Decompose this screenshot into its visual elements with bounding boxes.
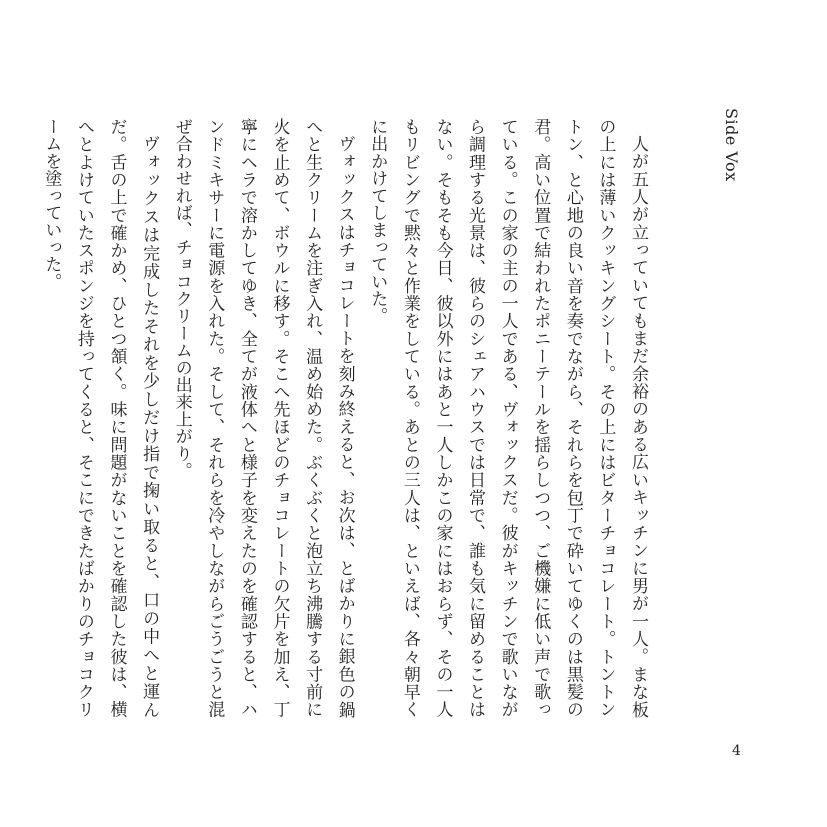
page-header-title: Side Vox [722,108,741,182]
page-number: 4 [732,743,741,759]
body-text [35,118,654,718]
paragraph: ヴォックスは完成したそれを少しだけ指で掬い取ると、口の中へと運んだ。舌の上で確かめ、ひとつ頷く。味に問題がないことを確認した彼は、横へとよけていたスポンジを持ってくると、そこにできたばかりのチョコクリームを塗っていった。 [41,118,160,718]
paragraph: 人が五人が立っていてもまだ余裕のある広いキッチンに男が一人。まな板の上には薄いクッキングシート。その上にはビターチョコレート。トントントン、と心地の良い音を奏でながら、それらを包丁で砕いてゆくのは黒髪の君。高い位置で結われたポニーテールを揺らしつつ、ご機嫌に低い声で歌っている。この家の主の一人である、ヴォックスだ。彼がキッチンで歌いながら調理する光景は、彼らのシェアハウスでは日常で、誰も気に留めることはない。そもそも今日、彼以外にはあと一人しかこの家にはおらず、その一人もリビングで黙々と作業をしている。あとの三人は、といえば、各々朝早くに出かけてしまっていた。 [367,118,648,718]
paragraph: ヴォックスはチョコレートを刻み終えると、お次は、とばかりに銀色の鍋へと生クリームを注ぎ入れ、温め始めた。ぶくぶくと泡立ち沸騰する寸前に火を止めて、ボウルに移す。そこへ先ほどのチョコレートの欠片を加え、丁寧にヘラで溶かしてゆき、全てが液体へと様子を変えたのを確認すると、ハンドミキサーに電源を入れた。そして、それらを冷やしながらごうごうと混ぜ合わせれば、チョコクリームの出来上がり。 [171,118,355,718]
